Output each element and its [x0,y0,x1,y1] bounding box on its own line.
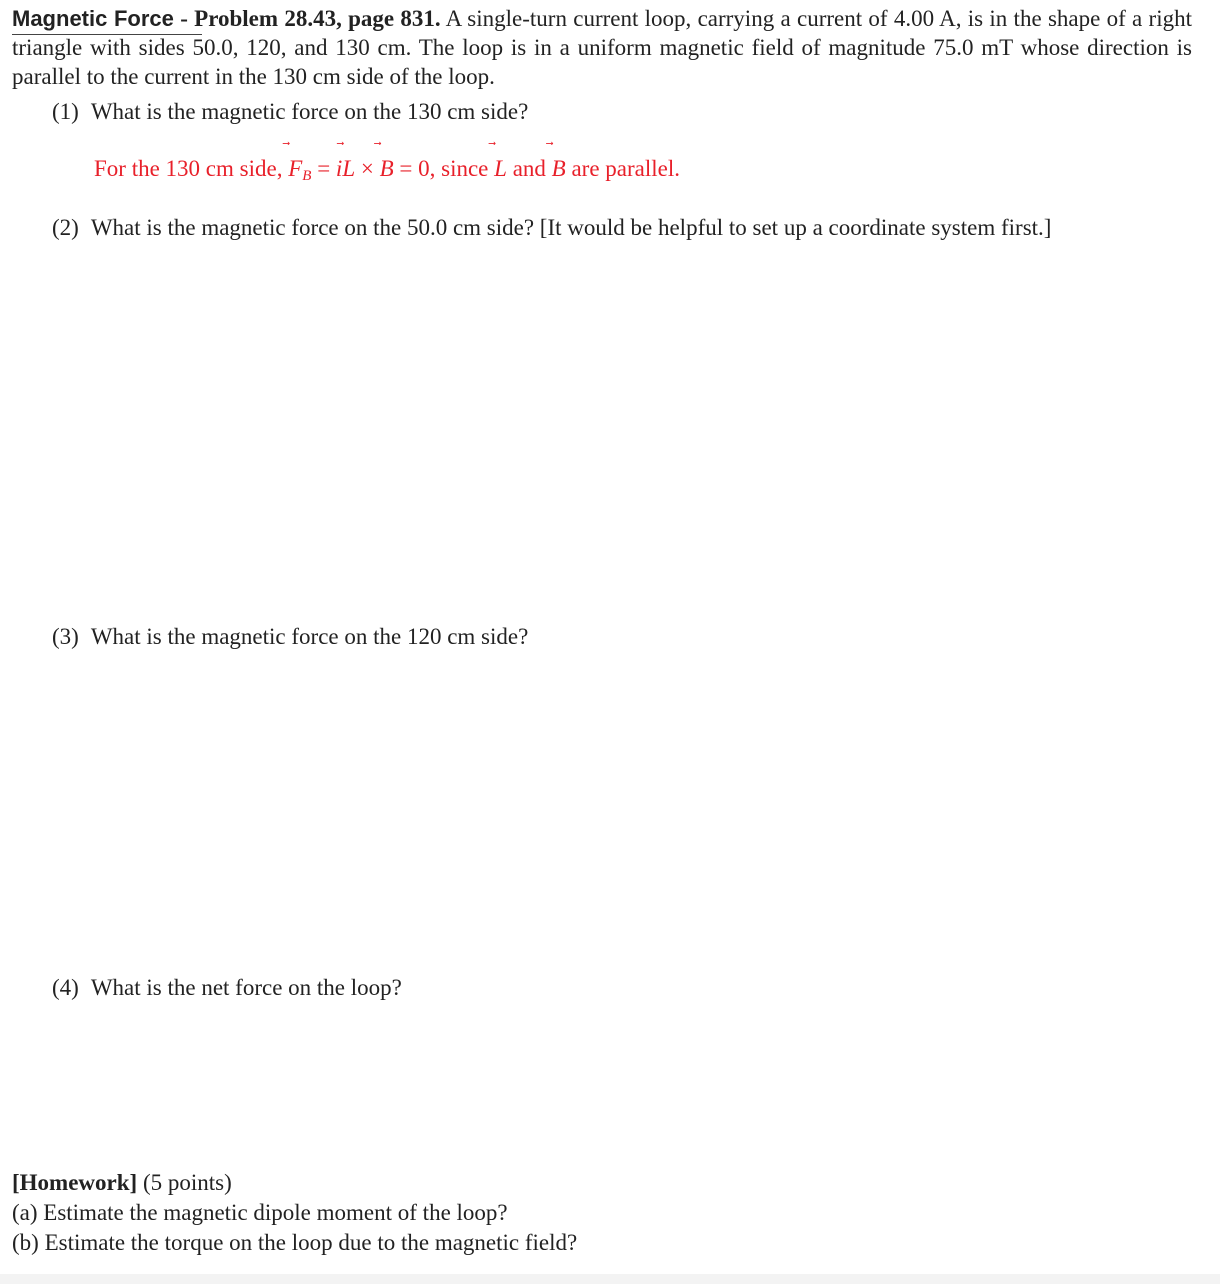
topic-underline [12,34,202,35]
cross-sign: × [355,156,380,181]
force-subscript: B [302,168,312,184]
question-1 [52,97,528,126]
problem-text: A single-turn current loop, carrying a current of 4.00 A, is in the shape of a right triangle with sides 50.0, 120, and 130 cm. The loop is in a uniform magnetic field of magnitude 75.0 mT whose direction is parallel to the current in the 130 cm side of the loop. [12,6,1192,89]
topic-heading: Magnetic Force [12,6,174,31]
answer-and: and [506,156,552,181]
page-bottom-edge [0,1274,1220,1284]
answer-prefix: For the 130 cm side, [94,156,289,181]
topic-dash: - [173,6,195,31]
answer-suffix: are parallel. [565,156,680,181]
question-text: What is the net force on the loop? [90,975,402,1000]
homework-header [12,1168,577,1198]
length-vector-2: L [494,156,507,181]
question-number: (3) [52,624,79,649]
equals-sign: = [311,156,336,181]
problem-statement [12,4,1192,91]
homework-item-a: (a) Estimate the magnetic dipole moment of the loop? [12,1200,508,1225]
homework-label: [Homework] [12,1170,138,1195]
force-vector: F [288,156,303,181]
homework-points: (5 points) [137,1170,232,1195]
question-2 [52,213,1051,242]
answer-1 [94,154,680,191]
question-3 [52,622,528,651]
answer-result: = 0, since [393,156,495,181]
length-vector: L [342,156,356,181]
question-text: What is the magnetic force on the 120 cm side? [90,624,529,649]
field-vector: B [379,156,394,181]
question-number: (4) [52,975,79,1000]
problem-reference: Problem 28.43, page 831. [194,6,441,31]
question-number: (2) [52,215,79,240]
current-symbol: i [335,156,343,181]
homework-section [12,1168,577,1258]
question-number: (1) [52,99,79,124]
question-text: What is the magnetic force on the 130 cm side? [90,99,529,124]
field-vector-2: B [551,156,566,181]
question-4 [52,973,402,1002]
homework-item-b: (b) Estimate the torque on the loop due to the magnetic field? [12,1230,578,1255]
question-text: What is the magnetic force on the 50.0 cm side? [It would be helpful to set up a coordinate system first.] [90,215,1052,240]
